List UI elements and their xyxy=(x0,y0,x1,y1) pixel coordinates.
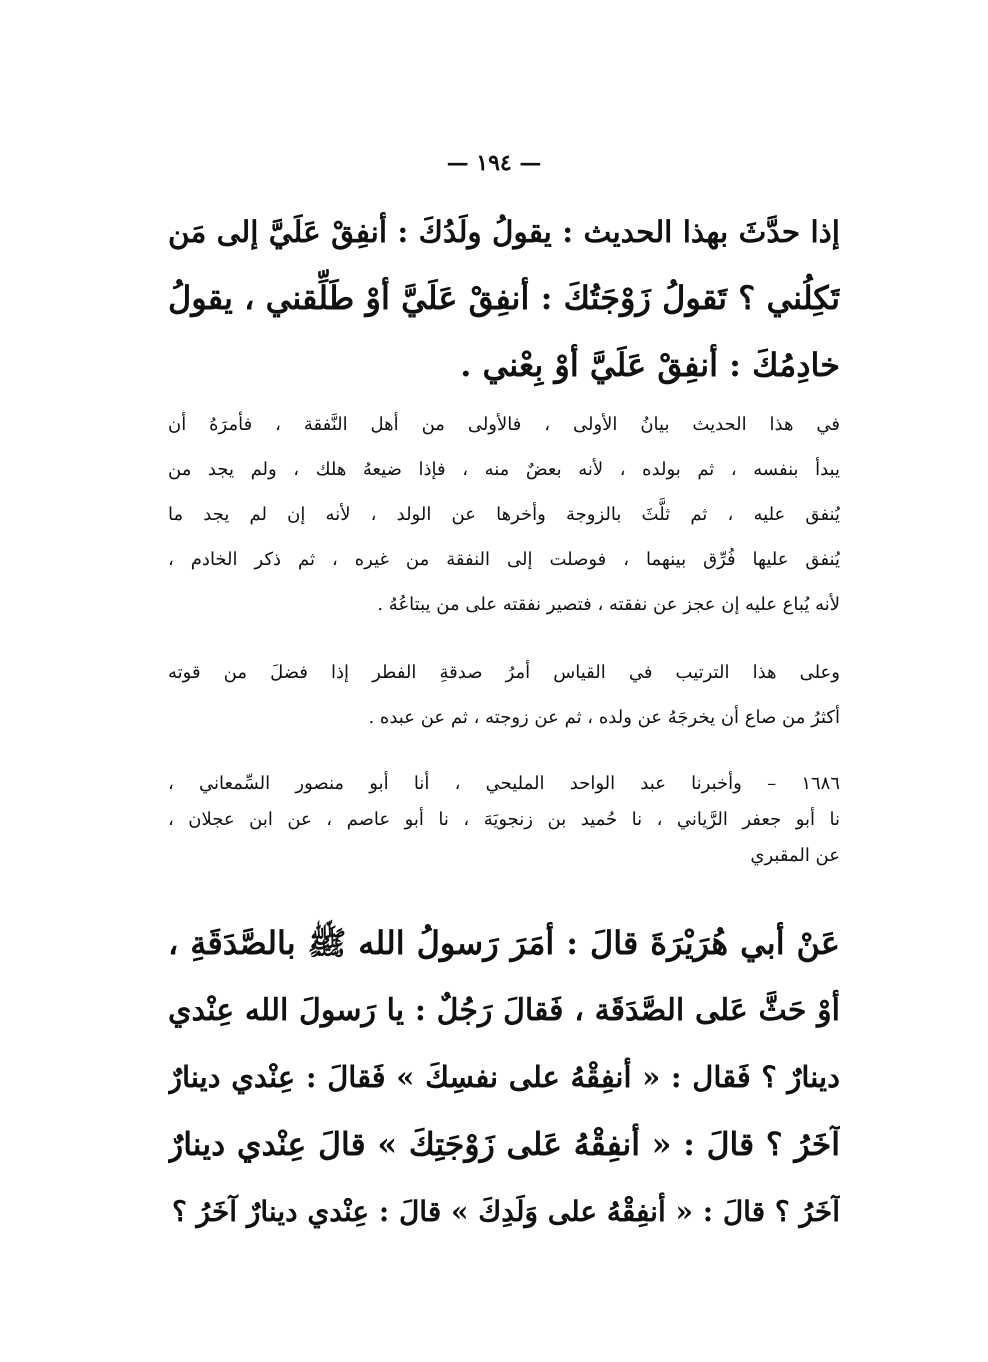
commentary-line: يُنفق عليها فُرِّق بينهما ، فوصلت إلى النفقة من غيره ، ثم ذكر الخادم ، xyxy=(168,549,840,570)
hadith-top-line: تَكِلُني ؟ تَقولُ زَوْجَتُكَ : أنفِقْ عَلَيَّ أوْ طَلِّقني ، يقولُ xyxy=(168,279,840,317)
isnad-line: ١٦٨٦ – وأخبرنا عبد الواحد المليحي ، أنا أبو منصور السِّمعاني ، xyxy=(168,773,840,794)
hadith-bottom-line: آخَرُ ؟ قالَ : « أنفِقْهُ على وَلَدِكَ » قالَ : عِنْدي دينارٌ آخَرُ ؟ xyxy=(171,1195,840,1228)
hadith-bottom-line: أوْ حَثَّ عَلى الصَّدَقَة ، فَقالَ رَجُلٌ : يا رَسولَ الله عِنْدي xyxy=(168,993,840,1028)
hadith-top xyxy=(168,198,840,399)
hadith-bottom-line: دينارٌ ؟ فَقال : « أنفِقْهُ على نفسِكَ » فَقالَ : عِنْدي دينارٌ xyxy=(168,1060,840,1094)
commentary-paragraph-2 xyxy=(168,650,840,740)
commentary-line: وعلى هذا الترتيب في القياس أمرُ صدقةِ الفطر إذا فضلَ من قوته xyxy=(168,662,840,683)
hadith-bottom xyxy=(168,910,840,1245)
commentary-paragraph-1 xyxy=(168,402,840,627)
page-number: — ١٩٤ — xyxy=(446,150,542,176)
commentary-line: يبدأ بنفسه ، ثم بولده ، لأنه بعضٌ منه ، فإذا ضيعهُ هلك ، ولم يجد من xyxy=(168,459,840,480)
isnad-line: عن المقبري xyxy=(750,845,840,866)
hadith-top-line: خادِمُكَ : أنفِقْ عَلَيَّ أوْ بِعْني . xyxy=(460,346,840,384)
commentary-line: في هذا الحديث بيانُ الأولى ، فالأولى من أهل النَّفقة ، فأمرَهُ أن xyxy=(168,414,840,435)
hadith-top-line: إذا حدَّثَ بهذا الحديث : يقولُ ولَدُكَ : أنفِقْ عَلَيَّ إلى مَن xyxy=(168,214,840,249)
hadith-bottom-line: آخَرُ ؟ قالَ : « أنفِقْهُ عَلى زَوْجَتِكَ » قالَ عِنْدي دينارٌ xyxy=(168,1126,840,1163)
isnad xyxy=(168,766,840,874)
commentary-line: أكثرُ من صاع أن يخرجَهُ عن ولده ، ثم عن زوجته ، ثم عن عبده . xyxy=(368,707,840,728)
commentary-line: لأنه يُباع عليه إن عجز عن نفقته ، فتصير نفقته على من يبتاعُهُ . xyxy=(377,594,840,615)
commentary-line: يُنفق عليه ، ثم ثلَّثَ بالزوجة وأخرها عن الولد ، لأنه إن لم يجد ما xyxy=(168,504,840,525)
hadith-bottom-line: عَنْ أبي هُرَيْرَةَ قالَ : أمَرَ رَسولُ الله ﷺ بالصَّدَقَةِ ، xyxy=(168,924,840,962)
isnad-line: نا أبو جعفر الرَّياني ، نا حُميد بن زنجويَهَ ، نا أبو عاصم ، عن ابن عجلان ، xyxy=(168,809,840,830)
